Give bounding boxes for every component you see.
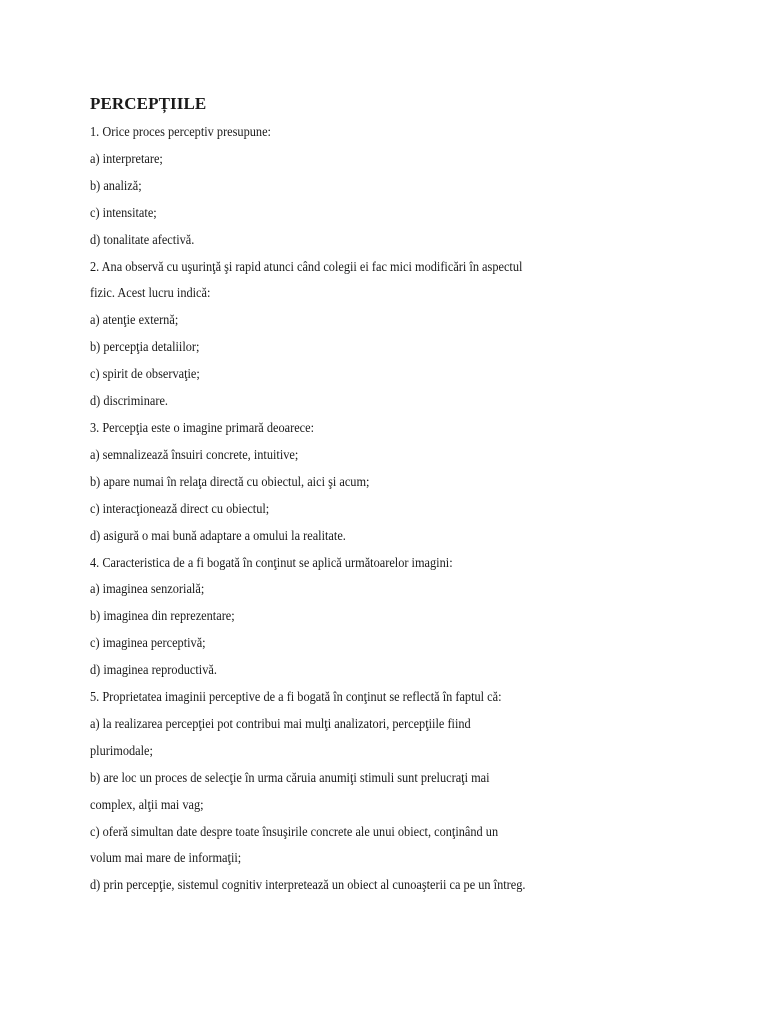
text-line-q4-b: b) imaginea din reprezentare; [90, 609, 235, 625]
text-line-q2: 2. Ana observă cu uşurinţă şi rapid atunci când colegii ei fac mici modificări în aspectul [90, 259, 523, 275]
text-line-q5-c: c) oferă simultan date despre toate însuşirile concrete ale unui obiect, conţinând un [90, 824, 499, 840]
text-line-q1-d: d) tonalitate afectivă. [90, 232, 195, 248]
text-line-q3-d: d) asigură o mai bună adaptare a omului la realitate. [90, 528, 346, 544]
document-body [90, 120, 690, 900]
text-line-q4-d: d) imaginea reproductivă. [90, 663, 217, 679]
text-line-q1-b: b) analiză; [90, 178, 142, 194]
text-line-q5-d: d) prin percepţie, sistemul cognitiv interpretează un obiect al cunoaşterii ca pe un întreg. [90, 878, 526, 894]
text-line-q5-a: a) la realizarea percepţiei pot contribui mai mulţi analizatori, percepţiile fiind [90, 716, 471, 732]
text-line-q3-b: b) apare numai în relaţa directă cu obiectul, aici şi acum; [90, 474, 370, 490]
text-line-q3-c: c) interacţionează direct cu obiectul; [90, 501, 270, 517]
text-line-q2-c: c) spirit de observaţie; [90, 367, 200, 383]
text-line-q2-d: d) discriminare. [90, 394, 169, 410]
text-line-q2-a: a) atenţie externă; [90, 313, 179, 329]
text-line-q3-a: a) semnalizează însuiri concrete, intuitive; [90, 447, 299, 463]
text-line-q2-b: b) percepţia detaliilor; [90, 340, 200, 356]
text-line-q4-a: a) imaginea senzorială; [90, 582, 205, 598]
text-line-q1-c: c) intensitate; [90, 205, 157, 221]
text-line-q5-c-cont: volum mai mare de informaţii; [90, 851, 242, 867]
text-line-q3: 3. Percepţia este o imagine primară deoarece: [90, 420, 315, 436]
document-title: PERCEPȚIILE [90, 94, 207, 113]
text-line-q4-c: c) imaginea perceptivă; [90, 636, 206, 652]
text-line-q5: 5. Proprietatea imaginii perceptive de a fi bogată în conţinut se reflectă în faptul că: [90, 690, 502, 706]
text-line-q5-b: b) are loc un proces de selecţie în urma căruia anumiţi stimuli sunt prelucraţi mai [90, 770, 490, 786]
text-line-q5-b-cont: complex, alţii mai vag; [90, 797, 204, 813]
text-line-q1-a: a) interpretare; [90, 151, 163, 167]
text-line-q1: 1. Orice proces perceptiv presupune: [90, 125, 271, 140]
text-line-q2-cont: fizic. Acest lucru indică: [90, 286, 211, 302]
text-line-q4: 4. Caracteristica de a fi bogată în conţinut se aplică următoarelor imagini: [90, 555, 453, 571]
document-page [90, 92, 690, 900]
text-line-q5-a-cont: plurimodale; [90, 743, 153, 759]
